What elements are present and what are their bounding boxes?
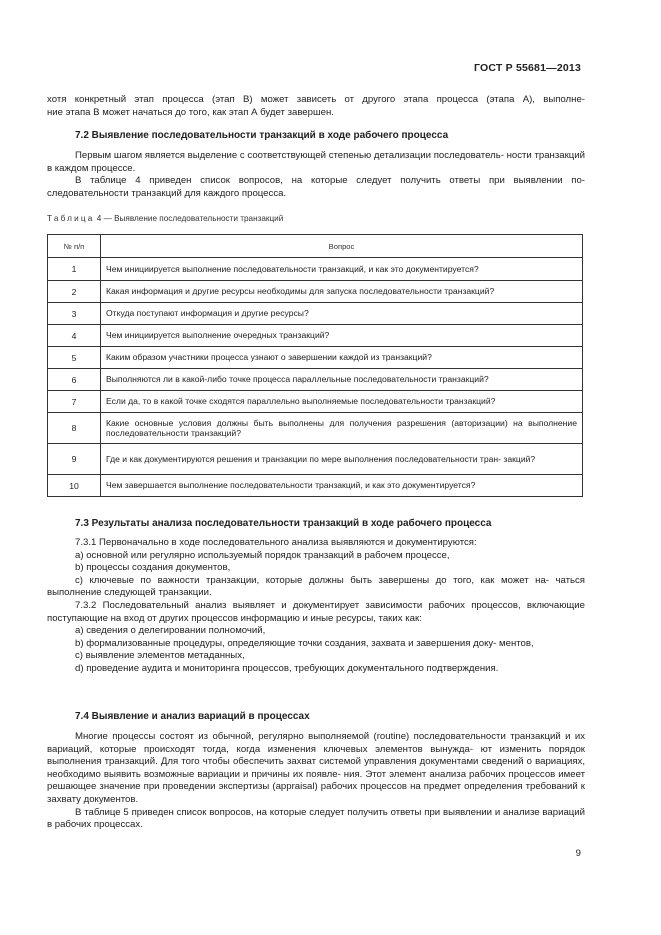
row-number: 3 <box>48 303 101 325</box>
section-7-2-heading: 7.2 Выявление последовательности транзакций в ходе рабочего процесса <box>75 130 449 141</box>
table-row <box>48 281 583 303</box>
table-row <box>48 475 583 497</box>
table-row <box>48 258 583 281</box>
section-7-2-body <box>47 150 585 200</box>
list-7-3-1 <box>47 550 585 600</box>
section-7-2-paragraph-1: Первым шагом является выделение с соответствующей степенью детализации последователь- ности транзакций в каждом процессе. <box>47 150 585 174</box>
list-item: а) сведения о делегировании полномочий, <box>75 625 266 637</box>
row-question: Где и как документируются решения и транзакции по мере выполнения последовательности тран- закций? <box>101 444 583 475</box>
row-question: Какая информация и другие ресурсы необходимы для запуска последовательности транзакций? <box>101 281 583 303</box>
column-header-number: № п/п <box>48 235 101 258</box>
section-7-4-paragraph-2: В таблице 5 приведен список вопросов, на которые следует получить ответы при выявлении и анализе вариаций в рабочих процессах. <box>47 806 585 831</box>
section-7-4-paragraph-1: Многие процессы состоят из обычной, регулярно выполняемой (routine) последовательности транзакций и их вариаций, которые происходят тогда, когда изменения ключевых элементов вынужда- ют изменить порядок выполнения транзакций. Для того чтобы обеспечить захват системой управления документами сведений о вариациях, необходимо выявить возможные вариации и причины их появле- ния. Этот элемент анализа рабочих процессов имеет решающее значение при проведении экспертизы (appraisal) рабочих процессов на предмет определения требований к захвату документов. <box>47 731 585 805</box>
table-row <box>48 369 583 391</box>
row-number: 6 <box>48 369 101 391</box>
row-question: Если да, то в какой точке сходятся параллельно выполняемые последовательности транзакций? <box>101 391 583 413</box>
standard-designation: ГОСТ Р 55681—2013 <box>473 62 581 74</box>
table-row <box>48 347 583 369</box>
section-7-3-body <box>47 537 585 676</box>
table-caption-prefix: Таблица <box>47 214 95 223</box>
intro-paragraph <box>47 94 585 119</box>
table-row <box>48 391 583 413</box>
row-number: 7 <box>48 391 101 413</box>
page-number: 9 <box>575 848 581 859</box>
column-header-question: Вопрос <box>101 235 583 258</box>
row-number: 10 <box>48 475 101 497</box>
section-7-4-body <box>47 731 585 832</box>
intro-line-1: хотя конкретный этап процесса (этап В) может зависеть от другого этапа процесса (этапа А), выполне- <box>47 94 585 105</box>
row-question: Каким образом участники процесса узнают о завершении каждой из транзакций? <box>101 347 583 369</box>
row-number: 1 <box>48 258 101 281</box>
row-question: Выполняются ли в какой-либо точке процесса параллельные последовательности транзакций? <box>101 369 583 391</box>
row-question: Чем инициируется выполнение очередных транзакций? <box>101 325 583 347</box>
table-4-caption <box>47 214 283 223</box>
section-7-4-heading: 7.4 Выявление и анализ вариаций в процессах <box>75 711 310 722</box>
table-row <box>48 303 583 325</box>
list-item: а) основной или регулярно используемый порядок транзакций в рабочем процессе, <box>75 549 450 561</box>
table-caption-text: 4 — Выявление последовательности транзакций <box>96 214 284 223</box>
section-7-2-paragraph-2: В таблице 4 приведен список вопросов, на которые следует получить ответы при выявлении по- следовательности транзакций для каждого процесса. <box>47 175 585 199</box>
list-item: b) процессы создания документов, <box>75 562 231 574</box>
list-item: b) формализованные процедуры, определяющие точки создания, захвата и завершения доку- ментов, <box>75 637 534 649</box>
row-number: 4 <box>48 325 101 347</box>
row-question: Чем инициируется выполнение последовательности транзакций, и как это документируется? <box>101 258 583 281</box>
row-question: Чем завершается выполнение последовательности транзакций, и как это документируется? <box>101 475 583 497</box>
table-row <box>48 413 583 444</box>
row-number: 8 <box>48 413 101 444</box>
list-item: с) ключевые по важности транзакции, которые должны быть завершены до того, как может на- чаться выполнение следующей транзакции. <box>47 574 585 599</box>
row-question: Какие основные условия должны быть выполнены для получения разрешения (авторизации) на выполнение последовательности транзакций? <box>101 413 583 444</box>
list-item: с) выявление элементов метаданных, <box>75 650 245 662</box>
section-7-3-1-paragraph: 7.3.1 Первоначально в ходе последовательного анализа выявляются и документируются: <box>75 537 477 548</box>
row-number: 9 <box>48 444 101 475</box>
list-7-3-2 <box>47 625 585 675</box>
section-7-3-2-paragraph: 7.3.2 Последовательный анализ выявляет и документирует зависимости рабочих процессов, включающие поступающие на вход от других процессов информацию и иные ресурсы, таких как: <box>47 599 585 624</box>
table-header-row <box>48 235 583 258</box>
table-row <box>48 325 583 347</box>
row-question: Откуда поступают информация и другие ресурсы? <box>101 303 583 325</box>
list-item: d) проведение аудита и мониторинга процессов, требующих документального подтверждения. <box>75 662 499 674</box>
table-4 <box>47 234 583 497</box>
intro-line-2: ние этапа В может начаться до того, как этап А будет завершен. <box>47 106 334 118</box>
row-number: 2 <box>48 281 101 303</box>
section-7-3-heading: 7.3 Результаты анализа последовательности транзакций в ходе рабочего процесса <box>75 518 492 529</box>
table-row <box>48 444 583 475</box>
row-number: 5 <box>48 347 101 369</box>
